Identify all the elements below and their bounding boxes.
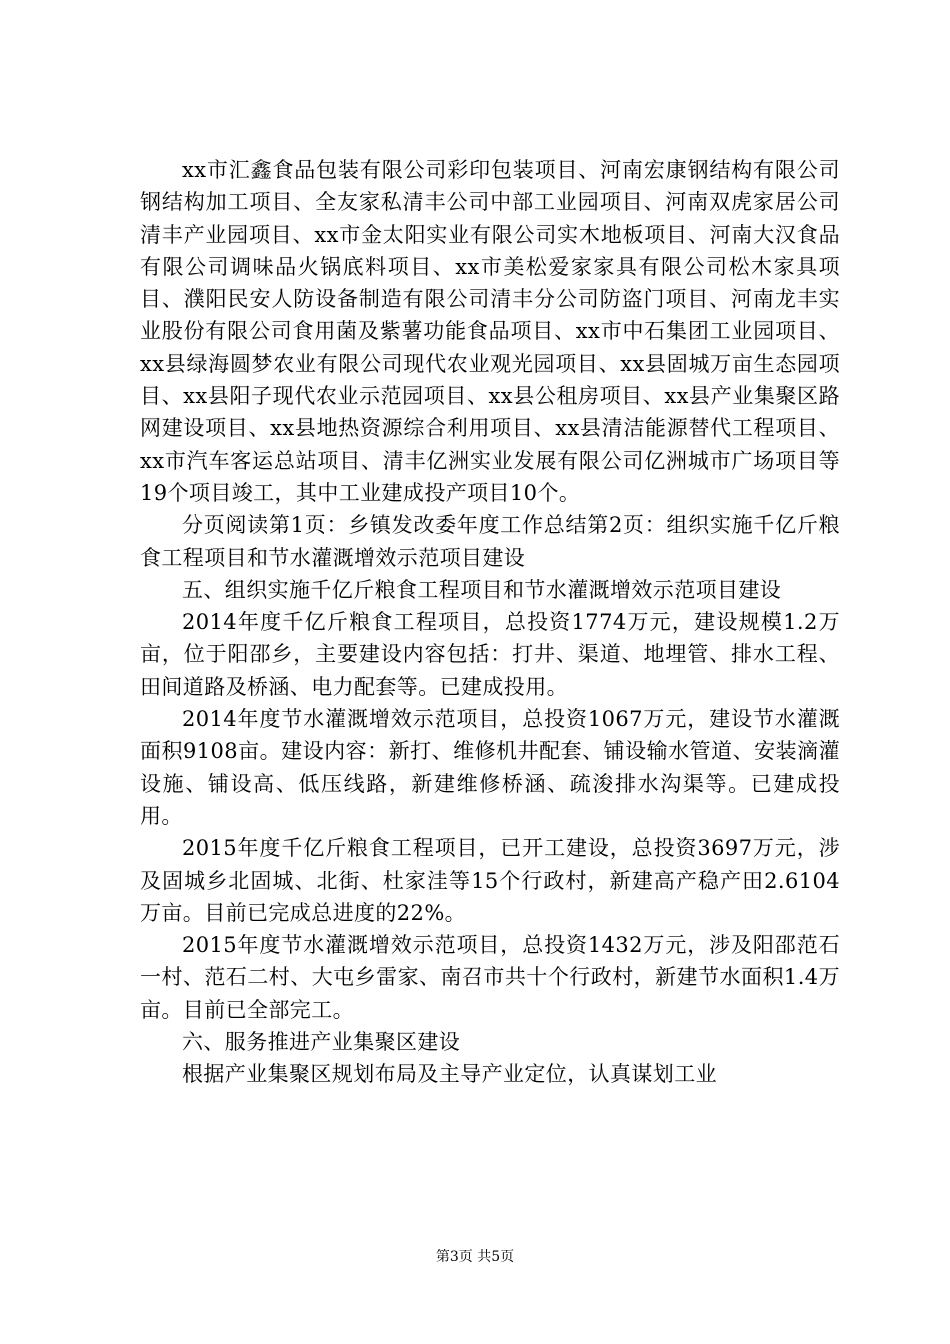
document-body — [140, 154, 840, 1091]
paragraph-page-navigation: 分页阅读第1页：乡镇发改委年度工作总结第2页：组织实施千亿斤粮食工程项目和节水灌溉增效示范项目建设 — [140, 513, 840, 570]
paragraph-industrial-cluster: 根据产业集聚区规划布局及主导产业定位，认真谋划工业 — [182, 1062, 717, 1087]
paragraph-2014-irrigation-project: 2014年度节水灌溉增效示范项目，总投资1067万元，建设节水灌溉面积9108亩。建设内容：新打、维修机井配套、铺设输水管道、安装滴灌设施、铺设高、低压线路，新建维修桥涵、疏浚排水沟渠等。已建成投用。 — [140, 707, 840, 828]
section-heading-grain-irrigation: 五、组织实施千亿斤粮食工程项目和节水灌溉增效示范项目建设 — [182, 577, 782, 602]
section-heading-industrial-cluster: 六、服务推进产业集聚区建设 — [182, 1030, 461, 1055]
page-footer: 第3页 共5页 — [435, 1249, 515, 1265]
paragraph-2015-grain-project: 2015年度千亿斤粮食工程项目，已开工建设，总投资3697万元，涉及固城乡北固城、北街、杜家洼等15个行政村，新建高产稳产田2.6104万亩。目前已完成总进度的22%。 — [140, 836, 840, 925]
paragraph-completed-projects: xx市汇鑫食品包装有限公司彩印包装项目、河南宏康钢结构有限公司钢结构加工项目、全友家私清丰公司中部工业园项目、河南双虎家居公司清丰产业园项目、xx市金太阳实业有限公司实木地板项目、河南大汉食品有限公司调味品火锅底料项目、xx市美松爱家家具有限公司松木家具项目、濮阳民安人防设备制造有限公司清丰分公司防盗门项目、河南龙丰实业股份有限公司食用菌及紫薯功能食品项目、xx市中石集团工业园项目、xx县绿海圆梦农业有限公司现代农业观光园项目、xx县固城万亩生态园项目、xx县阳子现代农业示范园项目、xx县公租房项目、xx县产业集聚区路网建设项目、xx县地热资源综合利用项目、xx县清洁能源替代工程项目、xx市汽车客运总站项目、清丰亿洲实业发展有限公司亿洲城市广场项目等19个项目竣工，其中工业建成投产项目10个。 — [140, 158, 840, 505]
paragraph-2014-grain-project: 2014年度千亿斤粮食工程项目，总投资1774万元，建设规模1.2万亩，位于阳邵乡，主要建设内容包括：打井、渠道、地埋管、排水工程、田间道路及桥涵、电力配套等。已建成投用。 — [140, 610, 840, 699]
paragraph-2015-irrigation-project: 2015年度节水灌溉增效示范项目，总投资1432万元，涉及阳邵范石一村、范石二村、大屯乡雷家、南召市共十个行政村，新建节水面积1.4万亩。目前已全部完工。 — [140, 933, 840, 1022]
